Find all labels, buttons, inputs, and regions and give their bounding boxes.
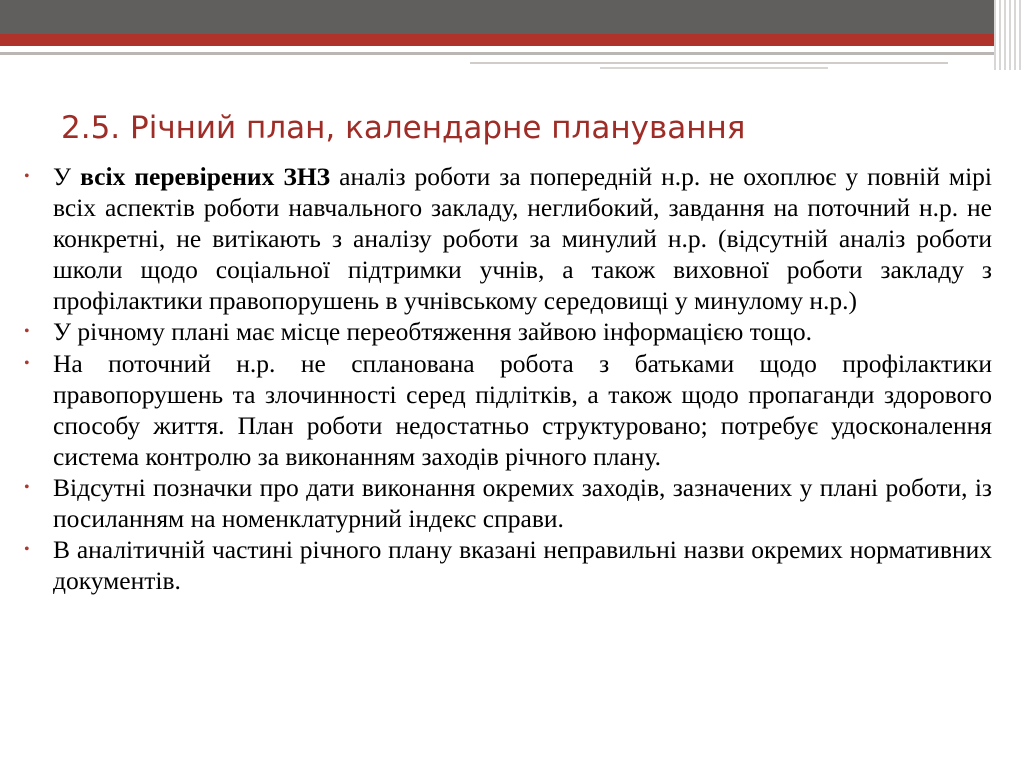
bullet-item (24, 472, 992, 534)
bullet-item (24, 316, 992, 348)
red-accent-line (0, 34, 1000, 46)
bullet-text: На поточний н.р. не спланована робота з батьками щодо профілактики правопорушень та злочинності серед підлітків, а також щодо пропаганди здорового способу життя. План роботи недостатньо структуровано; потребує удосконалення система контролю за виконанням заходів річного плану. (53, 349, 992, 471)
bullet-item (24, 348, 992, 472)
bullet-dot-icon: • (24, 479, 30, 496)
bullet-text: У річному плані має місце переобтяження зайвою інформацією тощо. (53, 317, 812, 346)
bullet-dot-icon: • (24, 541, 30, 558)
bullet-dot-icon: • (24, 323, 30, 340)
bullet-text: Відсутні позначки про дати виконання окремих заходів, зазначених у плані роботи, із посиланням на номенклатурний індекс справи. (53, 473, 992, 533)
gray-decor-line (0, 52, 1000, 55)
bullet-text: В аналітичній частині річного плану вказані неправильні назви окремих нормативних документів. (53, 535, 992, 595)
bullet-item (24, 534, 992, 596)
bullet-dot-icon: • (24, 168, 30, 185)
bullet-item (24, 161, 992, 316)
bullet-bold-text: всіх перевірених ЗНЗ (80, 162, 331, 191)
gray-decor-line-shorter (600, 67, 828, 69)
top-header-band (0, 0, 1024, 34)
gray-decor-line-short (470, 62, 948, 64)
slide-title: 2.5. Річний план, календарне планування (61, 110, 746, 146)
bullet-body: аналіз роботи за попередній н.р. не охоплює у повній мірі всіх аспектів роботи навчального закладу, неглибокий, завдання на поточний н.р. не конкретні, не витікають з аналізу роботи за минулий н.р. (відсутній аналіз роботи школи щодо соціальної підтримки учнів, а також виховної роботи закладу з профілактики правопорушень в учнівському середовищі у минулому н.р.) (53, 162, 992, 315)
bullet-list (24, 161, 992, 596)
corner-stripes-decor (994, 0, 1024, 70)
bullet-dot-icon: • (24, 355, 30, 372)
bullet-prefix: У (53, 162, 81, 191)
bullet-text (53, 161, 992, 316)
